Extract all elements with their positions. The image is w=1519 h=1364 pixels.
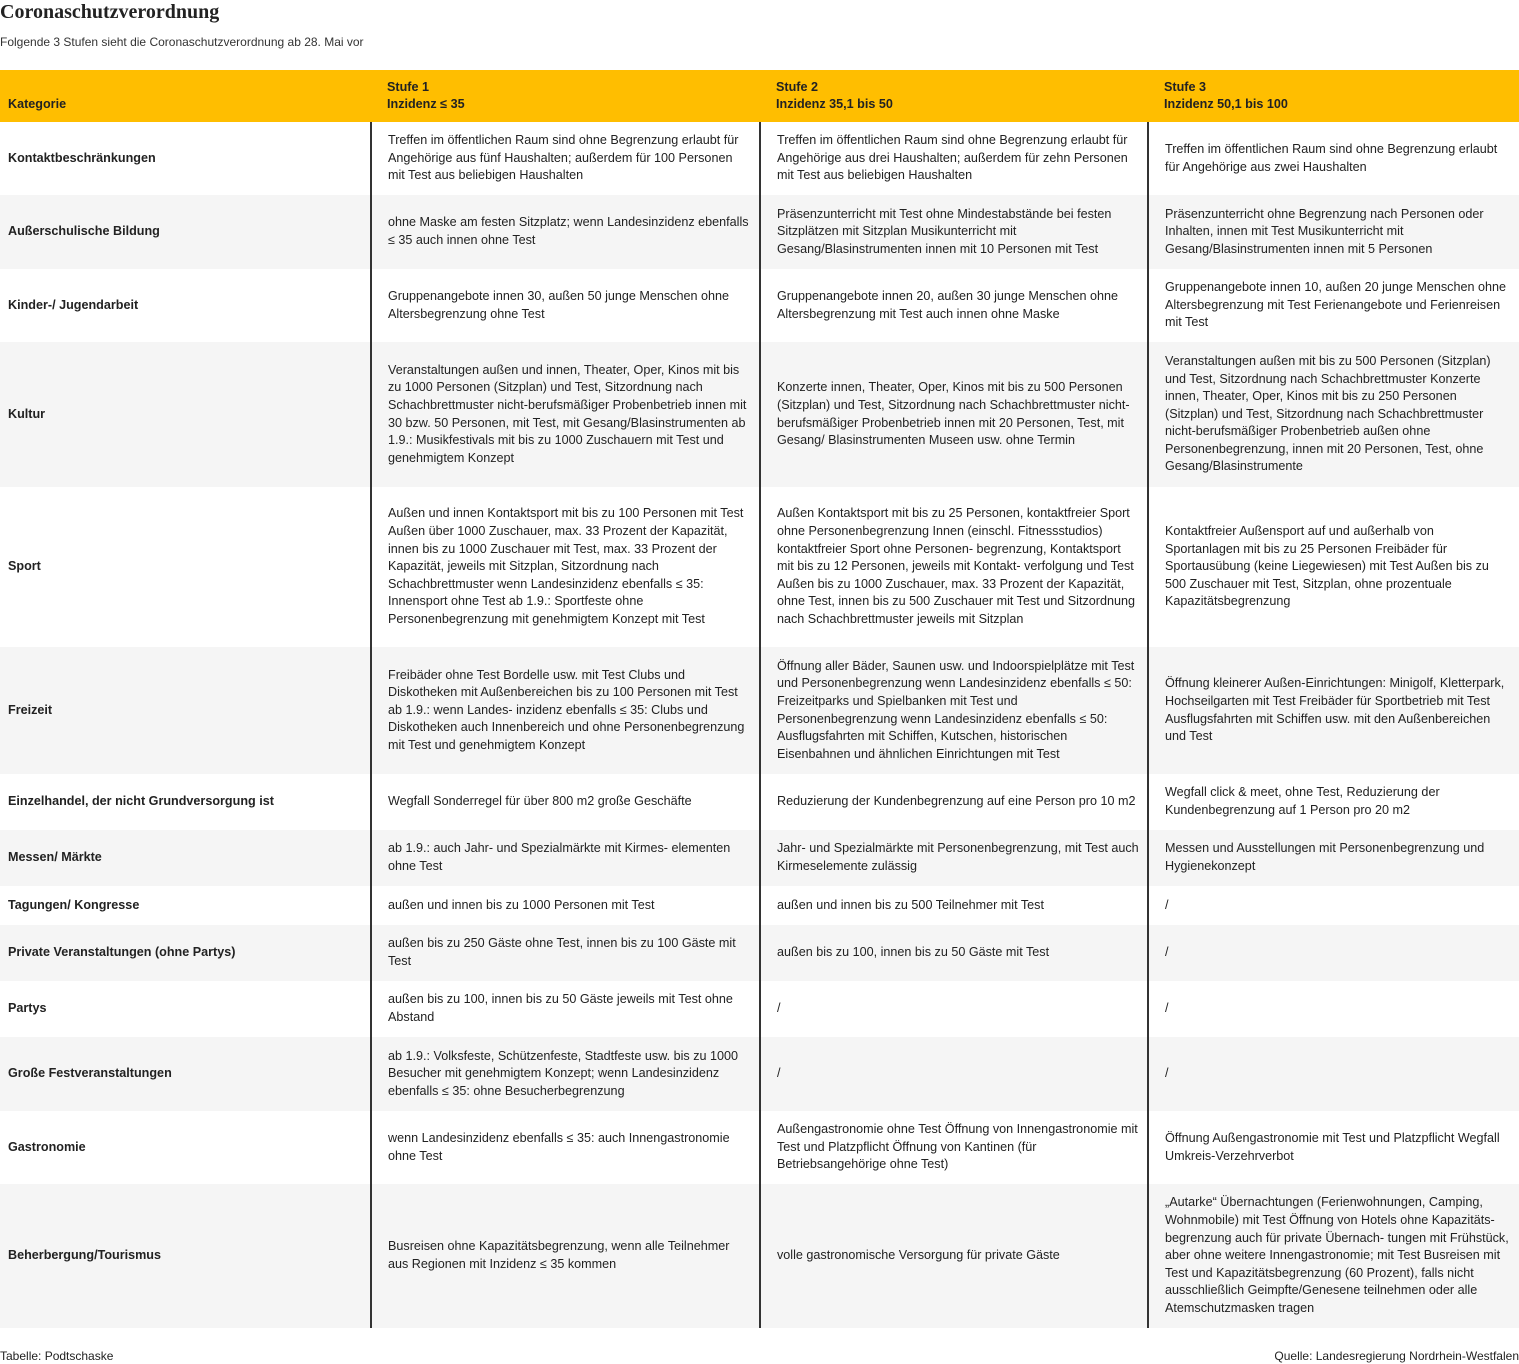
cell-kategorie: Einzelhandel, der nicht Grundversorgung ist bbox=[8, 794, 274, 809]
cell-stufe-1: außen bis zu 100, innen bis zu 50 Gäste jeweils mit Test ohne Abstand bbox=[371, 981, 760, 1037]
header-stufe-1-name: Stufe 1 bbox=[387, 79, 429, 94]
table-row bbox=[0, 122, 1519, 195]
cell-stufe-1: ohne Maske am festen Sitzplatz; wenn Landesinzidenz ebenfalls ≤ 35 auch innen ohne Test bbox=[371, 195, 760, 269]
cell-stufe-3: Wegfall click & meet, ohne Test, Reduzierung der Kundenbegrenzung auf 1 Person pro 20 m2 bbox=[1148, 774, 1519, 830]
table-header-row bbox=[0, 70, 1519, 122]
cell-kategorie: Kontaktbeschränkungen bbox=[8, 150, 156, 165]
table-row bbox=[0, 342, 1519, 487]
header-stufe-1 bbox=[371, 70, 760, 122]
cell-stufe-3: / bbox=[1148, 981, 1519, 1037]
header-stufe-3-range: Inzidenz 50,1 bis 100 bbox=[1164, 97, 1288, 112]
cell-kategorie: Partys bbox=[8, 1001, 47, 1016]
header-stufe-2-name: Stufe 2 bbox=[776, 79, 818, 94]
cell-kategorie: Gastronomie bbox=[8, 1139, 86, 1154]
cell-stufe-2: Konzerte innen, Theater, Oper, Kinos mit bis zu 500 Personen (Sitzplan) und Test, Sitzordnung nach Schachbrettmuster nicht-berufsmäßiger Probenbetrieb innen mit 20 Personen, Test, mit Gesang/ Blasinstrumenten Museen usw. ohne Termin bbox=[760, 342, 1148, 487]
cell-stufe-3: / bbox=[1148, 1037, 1519, 1111]
cell-stufe-3: „Autarke“ Übernachtungen (Ferienwohnungen, Camping, Wohnmobile) mit Test Öffnung von Hotels ohne Kapazitäts- begrenzung auch für private Übernach- tungen mit Frühstück, aber ohne weitere Innengastronomie; mit Test Busreisen mit Test und Kapazitätsbegrenzung (60 Prozent), falls nicht ausschließlich Geimpfte/Genesene teilnehmen oder alle Atemschutzmasken tragen bbox=[1148, 1184, 1519, 1328]
header-stufe-3-name: Stufe 3 bbox=[1164, 79, 1206, 94]
cell-stufe-1: Wegfall Sonderregel für über 800 m2 große Geschäfte bbox=[371, 774, 760, 830]
cell-kategorie: Tagungen/ Kongresse bbox=[8, 897, 140, 912]
table-row bbox=[0, 830, 1519, 886]
cell-stufe-1: Veranstaltungen außen und innen, Theater, Oper, Kinos mit bis zu 1000 Personen (Sitzplan) und Test, Sitzordnung nach Schachbrettmuster nicht-berufsmäßiger Probenbetrieb innen mit 30 bzw. 50 Personen, mit Test, mit Gesang/Blasinstrumenten ab 1.9.: Musikfestivals mit bis zu 1000 Zuschauern mit Test und genehmigtem Konzept bbox=[371, 342, 760, 487]
cell-stufe-2: volle gastronomische Versorgung für private Gäste bbox=[760, 1184, 1148, 1328]
cell-stufe-3: Kontaktfreier Außensport auf und außerhalb von Sportanlagen mit bis zu 25 Personen Freibäder für Sportausübung (keine Liegewiesen) mit Test Außen bis zu 500 Zuschauer mit Test, Sitzplan, ohne prozentuale Kapazitätsbegrenzung bbox=[1148, 487, 1519, 647]
cell-stufe-2: Außen Kontaktsport mit bis zu 25 Personen, kontaktfreier Sport ohne Personenbegrenzung Innen (einschl. Fitnessstudios) kontaktfreier Sport ohne Personen- begrenzung, Kontaktsport mit bis zu 12 Personen, jeweils mit Kontakt- verfolgung und Test Außen bis zu 1000 Zuschauer, max. 33 Prozent der Kapazität, ohne Test, innen bis zu 500 Zuschauer mit Test und Sitzordnung nach Schachbrettmuster jeweils mit Sitzplan bbox=[760, 487, 1148, 647]
cell-stufe-2: / bbox=[760, 1037, 1148, 1111]
table-row bbox=[0, 1184, 1519, 1328]
cell-kategorie: Kultur bbox=[0, 342, 371, 487]
source-credit: Quelle: Landesregierung Nordrhein-Westfalen bbox=[1274, 1349, 1519, 1363]
cell-stufe-2: Gruppenangebote innen 20, außen 30 junge Menschen ohne Altersbegrenzung mit Test auch innen ohne Maske bbox=[760, 269, 1148, 342]
cell-kategorie: Große Festveranstaltungen bbox=[0, 1037, 371, 1111]
table-row bbox=[0, 1111, 1519, 1184]
cell-stufe-1: wenn Landesinzidenz ebenfalls ≤ 35: auch Innengastronomie ohne Test bbox=[371, 1111, 760, 1184]
table-row bbox=[0, 886, 1519, 925]
cell-stufe-1: ab 1.9.: auch Jahr- und Spezialmärkte mit Kirmes- elementen ohne Test bbox=[371, 830, 760, 886]
cell-stufe-1: Busreisen ohne Kapazitätsbegrenzung, wenn alle Teilnehmer aus Regionen mit Inzidenz ≤ 35 kommen bbox=[371, 1184, 760, 1328]
cell-stufe-3: Veranstaltungen außen mit bis zu 500 Personen (Sitzplan) und Test, Sitzordnung nach Schachbrettmuster Konzerte innen, Theater, Oper, Kinos mit bis zu 250 Personen (Sitzplan) und Test, Sitzordnung nach Schachbrettmuster nicht-berufsmäßiger Probenbetrieb außen ohne Personenbegrenzung, innen mit 20 Personen, Test, ohne Gesang/Blasinstrumente bbox=[1148, 342, 1519, 487]
cell-stufe-3: Öffnung Außengastronomie mit Test und Platzpflicht Wegfall Umkreis-Verzehrverbot bbox=[1148, 1111, 1519, 1184]
header-kategorie-label: Kategorie bbox=[8, 97, 67, 112]
cell-stufe-3: Messen und Ausstellungen mit Personenbegrenzung und Hygienekonzept bbox=[1148, 830, 1519, 886]
table-credit: Tabelle: Podtschaske bbox=[0, 1349, 114, 1363]
cell-stufe-1: Außen und innen Kontaktsport mit bis zu 100 Personen mit Test Außen über 1000 Zuschauer, max. 33 Prozent der Kapazität, innen bis zu 1000 Zuschauer mit Test, max. 33 Prozent der Kapazität, jeweils mit Sitzplan, Sitzordnung nach Schachbrettmuster wenn Landesinzidenz ebenfalls ≤ 35: Innensport ohne Test ab 1.9.: Sportfeste ohne Personenbegrenzung mit genehmigtem Konzept mit Test bbox=[371, 487, 760, 647]
cell-stufe-3: / bbox=[1148, 925, 1519, 981]
cell-stufe-3: Treffen im öffentlichen Raum sind ohne Begrenzung erlaubt für Angehörige aus zwei Haushalten bbox=[1148, 122, 1519, 195]
cell-kategorie: Kinder-/ Jugendarbeit bbox=[8, 297, 139, 312]
cell-kategorie: Außerschulische Bildung bbox=[0, 195, 371, 269]
cell-kategorie: Freizeit bbox=[0, 647, 371, 774]
cell-stufe-3: Öffnung kleinerer Außen-Einrichtungen: Minigolf, Kletterpark, Hochseilgarten mit Test Freibäder für Sportbetrieb mit Test Ausflugsfahrten mit Schiffen usw. mit den Außenbereichen und Test bbox=[1148, 647, 1519, 774]
cell-stufe-1: Treffen im öffentlichen Raum sind ohne Begrenzung erlaubt für Angehörige aus fünf Haushalten; außerdem für 100 Personen mit Test aus beliebigen Haushalten bbox=[371, 122, 760, 195]
table-row bbox=[0, 981, 1519, 1037]
header-stufe-1-range: Inzidenz ≤ 35 bbox=[387, 97, 465, 112]
cell-stufe-1: Gruppenangebote innen 30, außen 50 junge Menschen ohne Altersbegrenzung ohne Test bbox=[371, 269, 760, 342]
cell-stufe-3: Gruppenangebote innen 10, außen 20 junge Menschen ohne Altersbegrenzung mit Test Ferienangebote und Ferienreisen mit Test bbox=[1148, 269, 1519, 342]
cell-stufe-2: Präsenzunterricht mit Test ohne Mindestabstände bei festen Sitzplätzen mit Sitzplan Musikunterricht mit Gesang/Blasinstrumenten innen mit 10 Personen mit Test bbox=[760, 195, 1148, 269]
cell-stufe-2: Reduzierung der Kundenbegrenzung auf eine Person pro 10 m2 bbox=[760, 774, 1148, 830]
cell-stufe-1: außen und innen bis zu 1000 Personen mit Test bbox=[371, 886, 760, 925]
cell-kategorie: Beherbergung/Tourismus bbox=[0, 1184, 371, 1328]
header-stufe-2-range: Inzidenz 35,1 bis 50 bbox=[776, 97, 893, 112]
cell-stufe-1: ab 1.9.: Volksfeste, Schützenfeste, Stadtfeste usw. bis zu 1000 Besucher mit genehmigtem Konzept; wenn Landesinzidenz ebenfalls ≤ 35: ohne Besucherbegrenzung bbox=[371, 1037, 760, 1111]
cell-kategorie: Sport bbox=[8, 559, 41, 574]
cell-stufe-2: / bbox=[760, 981, 1148, 1037]
cell-kategorie: Private Veranstaltungen (ohne Partys) bbox=[0, 925, 371, 981]
cell-stufe-2: außen bis zu 100, innen bis zu 50 Gäste mit Test bbox=[760, 925, 1148, 981]
table-row bbox=[0, 195, 1519, 269]
header-stufe-3 bbox=[1148, 70, 1519, 122]
cell-stufe-3: Präsenzunterricht ohne Begrenzung nach Personen oder Inhalten, innen mit Test Musikunterricht mit Gesang/Blasinstrumenten innen mit 5 Personen bbox=[1148, 195, 1519, 269]
table-row bbox=[0, 925, 1519, 981]
cell-stufe-2: außen und innen bis zu 500 Teilnehmer mit Test bbox=[760, 886, 1148, 925]
cell-stufe-2: Außengastronomie ohne Test Öffnung von Innengastronomie mit Test und Platzpflicht Öffnung von Kantinen (für Betriebsangehörige ohne Test) bbox=[760, 1111, 1148, 1184]
cell-stufe-1: Freibäder ohne Test Bordelle usw. mit Test Clubs und Diskotheken mit Außenbereichen bis zu 100 Personen mit Test ab 1.9.: wenn Landes- inzidenz ebenfalls ≤ 35: Clubs und Diskotheken auch Innenbereich und ohne Personenbegrenzung mit Test und genehmigtem Konzept bbox=[371, 647, 760, 774]
cell-stufe-2: Treffen im öffentlichen Raum sind ohne Begrenzung erlaubt für Angehörige aus drei Haushalten; außerdem für zehn Personen mit Test aus beliebigen Haushalten bbox=[760, 122, 1148, 195]
page-subtitle: Folgende 3 Stufen sieht die Coronaschutzverordnung ab 28. Mai vor bbox=[0, 35, 364, 49]
table-row bbox=[0, 1037, 1519, 1111]
header-kategorie bbox=[0, 70, 371, 122]
table-row bbox=[0, 647, 1519, 774]
table-row bbox=[0, 774, 1519, 830]
table-row bbox=[0, 269, 1519, 342]
cell-stufe-3: / bbox=[1148, 886, 1519, 925]
page-title: Coronaschutzverordnung bbox=[0, 1, 220, 23]
cell-stufe-2: Öffnung aller Bäder, Saunen usw. und Indoorspielplätze mit Test und Personenbegrenzung wenn Landesinzidenz ebenfalls ≤ 50: Freizeitparks und Spielbanken mit Test und Personenbegrenzung wenn Landesinzidenz ebenfalls ≤ 50: Ausflugsfahrten mit Schiffen, Kutschen, historischen Eisenbahnen und ähnlichen Einrichtungen mit Test bbox=[760, 647, 1148, 774]
cell-stufe-1: außen bis zu 250 Gäste ohne Test, innen bis zu 100 Gäste mit Test bbox=[371, 925, 760, 981]
rules-table bbox=[0, 70, 1519, 1328]
cell-stufe-2: Jahr- und Spezialmärkte mit Personenbegrenzung, mit Test auch Kirmeselemente zulässig bbox=[760, 830, 1148, 886]
table-row bbox=[0, 487, 1519, 647]
cell-kategorie: Messen/ Märkte bbox=[0, 830, 371, 886]
header-stufe-2 bbox=[760, 70, 1148, 122]
